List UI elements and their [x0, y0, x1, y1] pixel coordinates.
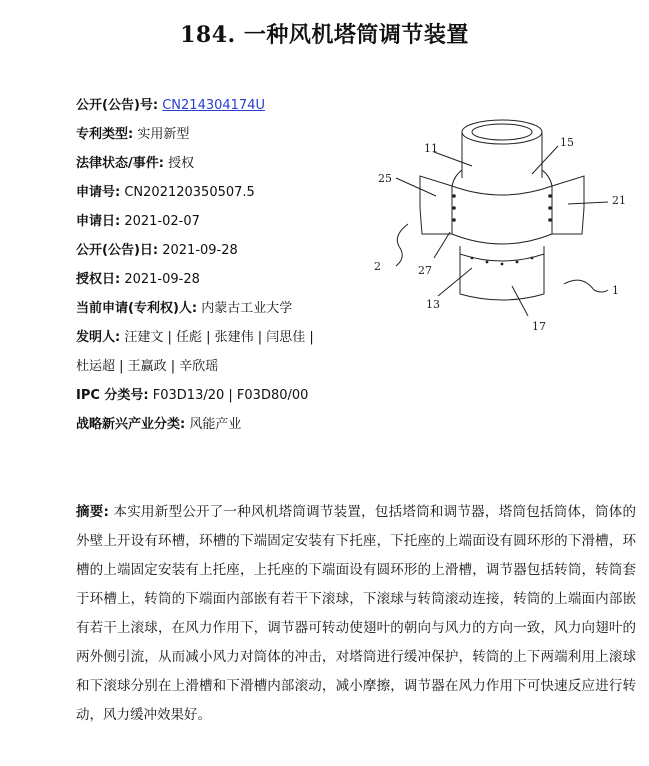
label-27: 27	[418, 264, 432, 277]
grant-date-label: 授权日:	[76, 272, 121, 287]
inventors-label: 发明人:	[76, 330, 121, 345]
label-1: 1	[612, 284, 619, 297]
industry-row	[76, 410, 376, 439]
label-21: 21	[612, 194, 626, 207]
app-no-value: CN202120350507.5	[124, 185, 255, 200]
ipc-row	[76, 381, 376, 410]
inventors-line1: 汪建文 | 任彪 | 张建伟 | 闫思佳 |	[124, 330, 314, 345]
patent-metadata	[76, 91, 376, 439]
label-25: 25	[378, 172, 392, 185]
ipc-value: F03D13/20 | F03D80/00	[152, 388, 309, 403]
abstract-text: 本实用新型公开了一种风机塔筒调节装置，包括塔筒和调节器，塔筒包括筒体，筒体的外壁上开设有环槽，环槽的下端固定安装有下托座，下托座的上端面设有圆环形的下滑槽，环槽的上端固定安装有上托座，上托座的下端面设有圆环形的上滑槽，调节器包括转筒，转筒套于环槽上，转筒的下端面内部嵌有若干下滚球，下滚球与转筒滚动连接，转筒的上端面内部嵌有若干上滚球，在风力作用下，调节器可转动使翅叶的朝向与风力的方向一致，风力向翅叶的两外侧引流，从而减小风力对筒体的冲击，对塔筒进行缓冲保护，转筒的上下两端利用上滚球和下滚球分别在上滑槽和下滑槽内部滚动，减小摩擦，调节器在风力作用下可快速反应进行转动，风力缓冲效果好。	[76, 504, 637, 723]
page-title: 184. 一种风机塔筒调节装置	[180, 22, 469, 48]
grant-date-value: 2021-09-28	[124, 272, 200, 287]
legal-status-row	[76, 149, 376, 178]
pub-date-label: 公开(公告)日:	[76, 243, 159, 258]
upper-collar	[452, 170, 552, 186]
pub-no-label: 公开(公告)号:	[76, 98, 159, 113]
app-no-row	[76, 178, 376, 207]
pub-no-row	[76, 91, 376, 120]
legal-status-value: 授权	[168, 156, 195, 171]
app-date-label: 申请日:	[76, 214, 121, 229]
label-2: 2	[374, 260, 381, 273]
patent-type-label: 专利类型:	[76, 127, 134, 142]
applicant-row	[76, 294, 376, 323]
label-15: 15	[560, 136, 574, 149]
ipc-label: IPC 分类号:	[76, 388, 149, 403]
pub-date-value: 2021-09-28	[162, 243, 238, 258]
patent-type-value: 实用新型	[137, 127, 190, 142]
app-date-value: 2021-02-07	[124, 214, 200, 229]
industry-label: 战略新兴产业分类:	[76, 417, 186, 432]
right-fin	[552, 176, 584, 234]
rotating-drum	[452, 186, 552, 244]
pub-no-link[interactable]: CN214304174U	[162, 98, 265, 113]
abstract	[76, 498, 636, 730]
pub-date-row	[76, 236, 376, 265]
patent-drawing	[362, 108, 632, 338]
applicant-label: 当前申请(专利权)人:	[76, 301, 198, 316]
inventors-row-2	[76, 352, 376, 381]
top-tube-rim-inner	[472, 124, 532, 140]
abstract-label: 摘要:	[76, 504, 109, 520]
label-11: 11	[424, 142, 438, 155]
inventors-line2: 杜运超 | 王赢政 | 辛欣瑶	[76, 359, 219, 374]
app-no-label: 申请号:	[76, 185, 121, 200]
app-date-row	[76, 207, 376, 236]
lower-base	[460, 246, 544, 300]
patent-type-row	[76, 120, 376, 149]
industry-value: 风能产业	[189, 417, 242, 432]
top-tube-body	[462, 132, 542, 178]
applicant-value: 内蒙古工业大学	[201, 301, 293, 316]
legal-status-label: 法律状态/事件:	[76, 156, 164, 171]
label-17: 17	[532, 320, 546, 333]
left-fin	[420, 176, 452, 234]
label-13: 13	[426, 298, 440, 311]
inventors-row	[76, 323, 376, 352]
grant-date-row	[76, 265, 376, 294]
